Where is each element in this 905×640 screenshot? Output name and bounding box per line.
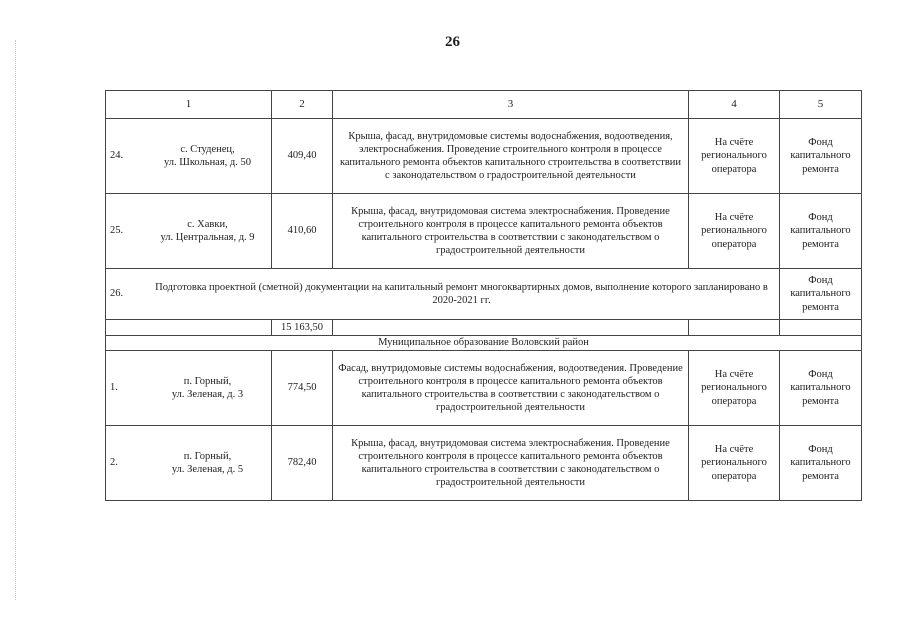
work-description-cell: Фасад, внутридомовые системы водоснабжения, водоотведения. Проведение строительного контроля в процессе капитального ремонта объектов капитального строительства в соответствии с законодательством о градостроительной деятельности bbox=[333, 351, 689, 426]
total-empty-cell bbox=[333, 320, 689, 336]
table-row bbox=[106, 119, 862, 194]
section-title: Муниципальное образование Воловский район bbox=[106, 336, 862, 351]
address-line-2: ул. Школьная, д. 50 bbox=[163, 157, 252, 168]
funds-account-cell: На счёте регионального оператора bbox=[689, 426, 780, 501]
section-heading-row bbox=[106, 336, 862, 351]
total-empty-cell bbox=[106, 320, 272, 336]
address-line-1: с. Студенец, bbox=[180, 143, 235, 155]
area-cell: 782,40 bbox=[272, 426, 333, 501]
address-cell bbox=[106, 426, 272, 501]
row-number: 26. bbox=[110, 288, 124, 300]
work-description-cell: Крыша, фасад, внутридомовая система электроснабжения. Проведение строительного контроля в процессе капитального ремонта объектов капитального строительства в соответствии с законодательством о градостроительной деятельности bbox=[333, 194, 689, 269]
address-cell bbox=[106, 351, 272, 426]
address-line-2: ул. Центральная, д. 9 bbox=[160, 232, 255, 243]
address-line-1: п. Горный, bbox=[183, 450, 232, 462]
row-number: 24. bbox=[110, 150, 124, 162]
funding-source-cell: Фонд капитального ремонта bbox=[780, 351, 862, 426]
total-empty-cell bbox=[689, 320, 780, 336]
margin-guide-line bbox=[15, 40, 16, 600]
funds-account-cell: На счёте регионального оператора bbox=[689, 194, 780, 269]
funding-source-cell: Фонд капитального ремонта bbox=[780, 269, 862, 320]
table-row bbox=[106, 194, 862, 269]
design-documentation-row bbox=[106, 269, 862, 320]
address-cell bbox=[106, 194, 272, 269]
header-cell-3: 3 bbox=[333, 91, 689, 119]
table-row bbox=[106, 426, 862, 501]
address-line-1: с. Хавки, bbox=[187, 218, 228, 230]
row-number: 1. bbox=[110, 382, 118, 394]
row-number: 2. bbox=[110, 457, 118, 469]
total-area-cell: 15 163,50 bbox=[272, 320, 333, 336]
table-header-row bbox=[106, 91, 862, 119]
address-line-2: ул. Зеленая, д. 5 bbox=[171, 464, 244, 475]
address-line-1: п. Горный, bbox=[183, 375, 232, 387]
funding-source-cell: Фонд капитального ремонта bbox=[780, 426, 862, 501]
work-description-cell: Крыша, фасад, внутридомовая система электроснабжения. Проведение строительного контроля в процессе капитального ремонта объектов капитального строительства в соответствии с законодательством о градостроительной деятельности bbox=[333, 426, 689, 501]
table-row bbox=[106, 351, 862, 426]
address-line-2: ул. Зеленая, д. 3 bbox=[171, 389, 244, 400]
header-cell-5: 5 bbox=[780, 91, 862, 119]
funds-account-cell: На счёте регионального оператора bbox=[689, 119, 780, 194]
area-cell: 410,60 bbox=[272, 194, 333, 269]
funding-source-cell: Фонд капитального ремонта bbox=[780, 119, 862, 194]
funds-account-cell: На счёте регионального оператора bbox=[689, 351, 780, 426]
address-cell bbox=[106, 119, 272, 194]
total-empty-cell bbox=[780, 320, 862, 336]
area-cell: 409,40 bbox=[272, 119, 333, 194]
header-cell-4: 4 bbox=[689, 91, 780, 119]
area-cell: 774,50 bbox=[272, 351, 333, 426]
repair-plan-table bbox=[105, 90, 862, 501]
design-documentation-text: Подготовка проектной (сметной) документации на капитальный ремонт многоквартирных домов, выполнение которого запланировано в 2020-2021 гг. bbox=[155, 281, 768, 306]
total-row bbox=[106, 320, 862, 336]
header-cell-1: 1 bbox=[106, 91, 272, 119]
design-documentation-cell bbox=[106, 269, 780, 320]
page-number: 26 bbox=[445, 34, 460, 50]
work-description-cell: Крыша, фасад, внутридомовые системы водоснабжения, водоотведения, электроснабжения. Проведение строительного контроля в процессе капитального ремонта объектов капитального строительства в соответствии с законодательством о градостроительной деятельности bbox=[333, 119, 689, 194]
header-cell-2: 2 bbox=[272, 91, 333, 119]
row-number: 25. bbox=[110, 225, 124, 237]
funding-source-cell: Фонд капитального ремонта bbox=[780, 194, 862, 269]
